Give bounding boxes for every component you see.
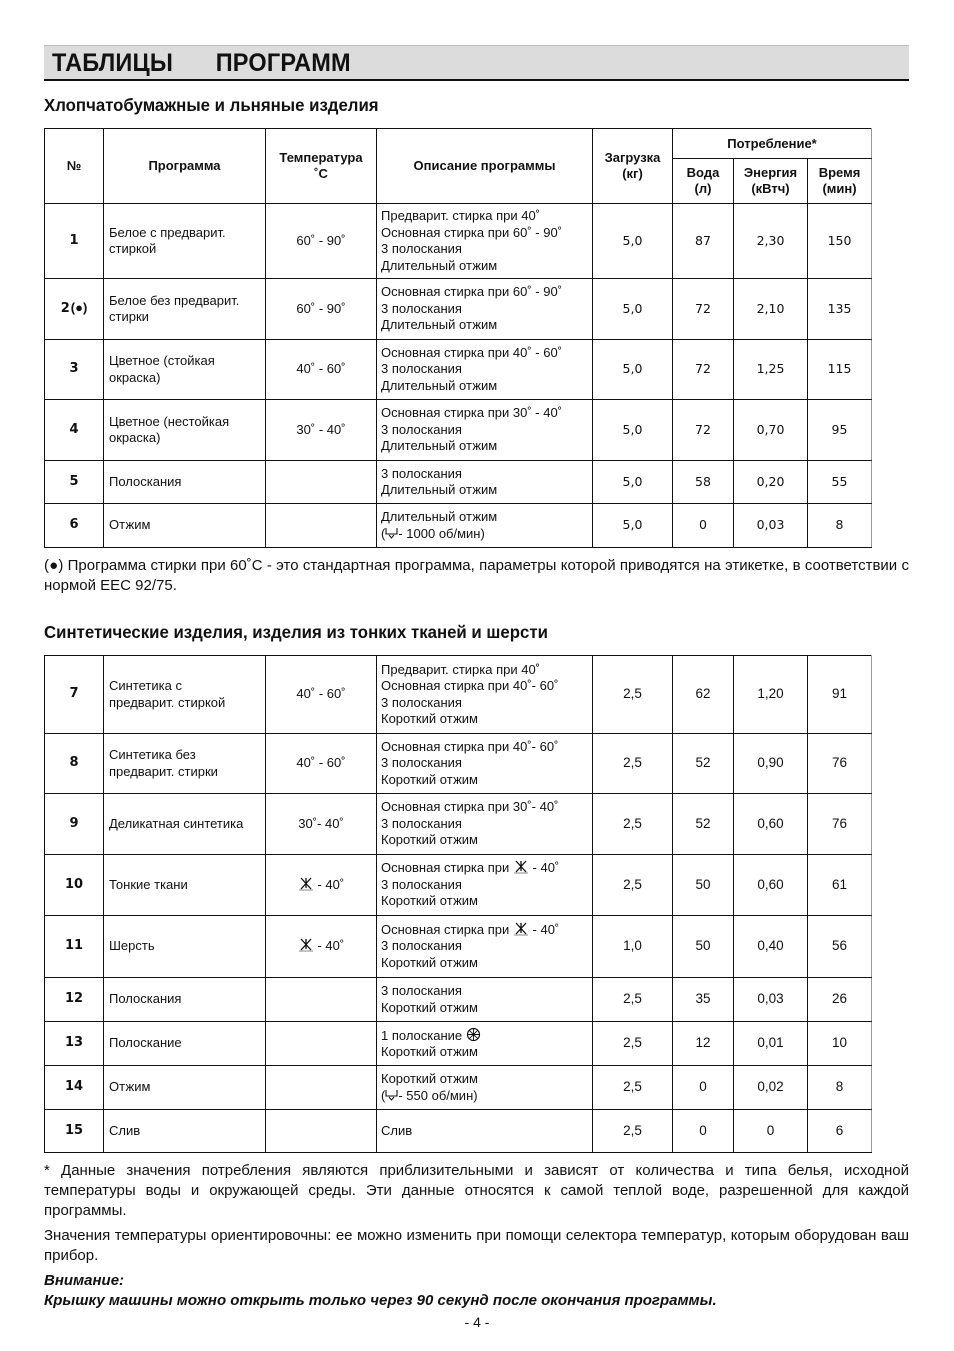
program-number: 8 — [45, 734, 104, 794]
program-energy: 0 — [734, 1110, 808, 1153]
program-row — [45, 504, 872, 548]
page-title-bar — [44, 45, 909, 81]
program-load: 2,5 — [593, 794, 673, 855]
program-load: 5,0 — [593, 461, 673, 504]
program-row — [45, 400, 872, 461]
program-water: 52 — [673, 734, 734, 794]
header-num: № — [45, 129, 104, 204]
standard-program-note: (●) Программа стирки при 60˚C - это стандартная программа, параметры которой приводятся на этикетке, в соответствии с нормой EEC 92/75. — [44, 557, 909, 594]
program-temperature: 40˚ - 60˚ — [266, 340, 377, 400]
program-row — [45, 279, 872, 340]
program-number: 3 — [45, 340, 104, 400]
program-row — [45, 340, 872, 400]
program-water: 62 — [673, 656, 734, 734]
program-water: 50 — [673, 855, 734, 916]
program-row — [45, 1110, 872, 1153]
program-description: Основная стирка при 30˚ - 40˚ 3 полоскания Длительный отжим — [377, 400, 593, 461]
program-time: 150 — [808, 204, 872, 279]
program-description: Слив — [377, 1110, 593, 1153]
program-row — [45, 1022, 872, 1066]
page-number: - 4 - — [464, 1314, 490, 1330]
program-load: 2,5 — [593, 1110, 673, 1153]
program-name: Тонкие ткани — [104, 855, 266, 916]
program-energy: 0,90 — [734, 734, 808, 794]
program-row — [45, 978, 872, 1022]
program-description: Основная стирка при - 40˚ 3 полоскания Короткий отжим — [377, 916, 593, 978]
warning-text: Крышку машины можно открыть только через 90 секунд после окончания программы. — [44, 1292, 717, 1309]
spin-icon — [385, 526, 398, 540]
program-temperature — [266, 504, 377, 548]
program-name: Цветное (стойкая окраска) — [104, 340, 266, 400]
program-energy: 2,30 — [734, 204, 808, 279]
program-water: 0 — [673, 1110, 734, 1153]
program-description: Основная стирка при 40˚- 60˚ 3 полоскания Короткий отжим — [377, 734, 593, 794]
program-time: 91 — [808, 656, 872, 734]
program-time: 76 — [808, 734, 872, 794]
program-time: 61 — [808, 855, 872, 916]
program-time: 135 — [808, 279, 872, 340]
program-row — [45, 461, 872, 504]
cold-wash-icon — [513, 922, 529, 936]
header-time: Время (мин) — [808, 159, 872, 204]
spin-icon — [385, 1088, 398, 1102]
program-description: 3 полоскания Длительный отжим — [377, 461, 593, 504]
program-number: 10 — [45, 855, 104, 916]
cold-wash-icon — [513, 860, 529, 874]
program-description: Предварит. стирка при 40˚ Основная стирка при 60˚ - 90˚ 3 полоскания Длительный отжим — [377, 204, 593, 279]
program-time: 115 — [808, 340, 872, 400]
program-time: 6 — [808, 1110, 872, 1153]
header-consumption: Потребление* — [673, 129, 872, 159]
program-row — [45, 1066, 872, 1110]
program-time: 95 — [808, 400, 872, 461]
program-description: Основная стирка при - 40˚ 3 полоскания Короткий отжим — [377, 855, 593, 916]
program-energy: 0,60 — [734, 794, 808, 855]
section-title-synthetics: Синтетические изделия, изделия из тонких тканей и шерсти — [44, 622, 548, 642]
cotton-programs-table — [44, 128, 872, 548]
program-energy: 0,20 — [734, 461, 808, 504]
program-energy: 2,10 — [734, 279, 808, 340]
temperature-note: Значения температуры ориентировочны: ее можно изменить при помощи селектора температур, которым оборудован ваш прибор. — [44, 1227, 909, 1264]
program-time: 8 — [808, 504, 872, 548]
program-water: 50 — [673, 916, 734, 978]
header-description: Описание программы — [377, 129, 593, 204]
program-water: 52 — [673, 794, 734, 855]
program-time: 56 — [808, 916, 872, 978]
program-description: Короткий отжим ( - 550 об/мин) — [377, 1066, 593, 1110]
program-name: Отжим — [104, 1066, 266, 1110]
program-water: 87 — [673, 204, 734, 279]
program-load: 2,5 — [593, 855, 673, 916]
program-name: Полоскания — [104, 978, 266, 1022]
program-name: Слив — [104, 1110, 266, 1153]
program-number: 2(●) — [45, 279, 104, 340]
program-energy: 0,40 — [734, 916, 808, 978]
program-energy: 0,60 — [734, 855, 808, 916]
program-time: 8 — [808, 1066, 872, 1110]
program-name: Цветное (нестойкая окраска) — [104, 400, 266, 461]
program-temperature: - 40˚ — [266, 916, 377, 978]
program-temperature — [266, 461, 377, 504]
program-row — [45, 734, 872, 794]
program-temperature: 40˚ - 60˚ — [266, 656, 377, 734]
program-load: 5,0 — [593, 340, 673, 400]
header-load: Загрузка (кг) — [593, 129, 673, 204]
program-load: 2,5 — [593, 734, 673, 794]
program-temperature — [266, 1110, 377, 1153]
program-description: Основная стирка при 30˚- 40˚ 3 полоскания Короткий отжим — [377, 794, 593, 855]
program-energy: 0,70 — [734, 400, 808, 461]
program-load: 5,0 — [593, 504, 673, 548]
program-row — [45, 204, 872, 279]
program-number: 4 — [45, 400, 104, 461]
program-temperature: 60˚ - 90˚ — [266, 204, 377, 279]
program-load: 2,5 — [593, 978, 673, 1022]
program-name: Отжим — [104, 504, 266, 548]
program-number: 9 — [45, 794, 104, 855]
program-time: 55 — [808, 461, 872, 504]
program-name: Синтетика с предварит. стиркой — [104, 656, 266, 734]
page-title: ТАБЛИЦЫ ПРОГРАММ — [52, 49, 351, 77]
program-load: 2,5 — [593, 1066, 673, 1110]
program-energy: 0,03 — [734, 504, 808, 548]
program-water: 12 — [673, 1022, 734, 1066]
program-name: Синтетика без предварит. стирки — [104, 734, 266, 794]
program-description: Предварит. стирка при 40˚ Основная стирка при 40˚- 60˚ 3 полоскания Короткий отжим — [377, 656, 593, 734]
softener-icon — [466, 1027, 481, 1042]
header-energy: Энергия (кВтч) — [734, 159, 808, 204]
program-load: 5,0 — [593, 279, 673, 340]
program-name: Полоскания — [104, 461, 266, 504]
program-water: 0 — [673, 504, 734, 548]
program-temperature: 60˚ - 90˚ — [266, 279, 377, 340]
program-name: Шерсть — [104, 916, 266, 978]
section-title-cotton: Хлопчатобумажные и льняные изделия — [44, 95, 379, 115]
program-temperature: 30˚- 40˚ — [266, 794, 377, 855]
program-number: 15 — [45, 1110, 104, 1153]
program-number: 5 — [45, 461, 104, 504]
program-water: 72 — [673, 340, 734, 400]
program-name: Полоскание — [104, 1022, 266, 1066]
program-number: 14 — [45, 1066, 104, 1110]
program-water: 35 — [673, 978, 734, 1022]
program-description: 3 полоскания Короткий отжим — [377, 978, 593, 1022]
program-time: 26 — [808, 978, 872, 1022]
program-water: 72 — [673, 400, 734, 461]
header-program: Программа — [104, 129, 266, 204]
program-load: 5,0 — [593, 400, 673, 461]
program-temperature: 30˚ - 40˚ — [266, 400, 377, 461]
program-temperature — [266, 978, 377, 1022]
program-number: 12 — [45, 978, 104, 1022]
standard-program-mark: (●) — [70, 300, 88, 316]
program-row — [45, 916, 872, 978]
program-energy: 0,03 — [734, 978, 808, 1022]
cold-wash-icon — [298, 938, 314, 952]
program-temperature: - 40˚ — [266, 855, 377, 916]
program-name: Белое без предварит. стирки — [104, 279, 266, 340]
program-energy: 1,20 — [734, 656, 808, 734]
program-temperature — [266, 1022, 377, 1066]
program-name: Деликатная синтетика — [104, 794, 266, 855]
cold-wash-icon — [298, 877, 314, 891]
warning-title: Внимание: — [44, 1272, 125, 1289]
program-load: 2,5 — [593, 1022, 673, 1066]
program-number: 13 — [45, 1022, 104, 1066]
program-load: 5,0 — [593, 204, 673, 279]
program-row — [45, 794, 872, 855]
program-time: 76 — [808, 794, 872, 855]
program-row — [45, 855, 872, 916]
program-description: Длительный отжим ( - 1000 об/мин) — [377, 504, 593, 548]
program-load: 1,0 — [593, 916, 673, 978]
program-load: 2,5 — [593, 656, 673, 734]
program-description: Основная стирка при 40˚ - 60˚ 3 полоскания Длительный отжим — [377, 340, 593, 400]
program-number: 6 — [45, 504, 104, 548]
program-description: Основная стирка при 60˚ - 90˚ 3 полоскания Длительный отжим — [377, 279, 593, 340]
program-number: 11 — [45, 916, 104, 978]
consumption-footnote: * Данные значения потребления являются приблизительными и зависят от количества и типа белья, исходной температуры воды и окружающей среды. Эти данные относятся к самой теплой воде, разрешенной для каждой программы. — [44, 1162, 909, 1219]
program-name: Белое с предварит. стиркой — [104, 204, 266, 279]
program-description: 1 полоскание Короткий отжим — [377, 1022, 593, 1066]
program-temperature — [266, 1066, 377, 1110]
program-temperature: 40˚ - 60˚ — [266, 734, 377, 794]
header-water: Вода (л) — [673, 159, 734, 204]
program-energy: 0,01 — [734, 1022, 808, 1066]
program-time: 10 — [808, 1022, 872, 1066]
program-number: 7 — [45, 656, 104, 734]
synthetics-programs-table — [44, 655, 872, 1153]
header-temperature: Температура ˚C — [266, 129, 377, 204]
program-water: 0 — [673, 1066, 734, 1110]
program-row — [45, 656, 872, 734]
program-energy: 1,25 — [734, 340, 808, 400]
program-energy: 0,02 — [734, 1066, 808, 1110]
program-water: 58 — [673, 461, 734, 504]
program-water: 72 — [673, 279, 734, 340]
program-number: 1 — [45, 204, 104, 279]
